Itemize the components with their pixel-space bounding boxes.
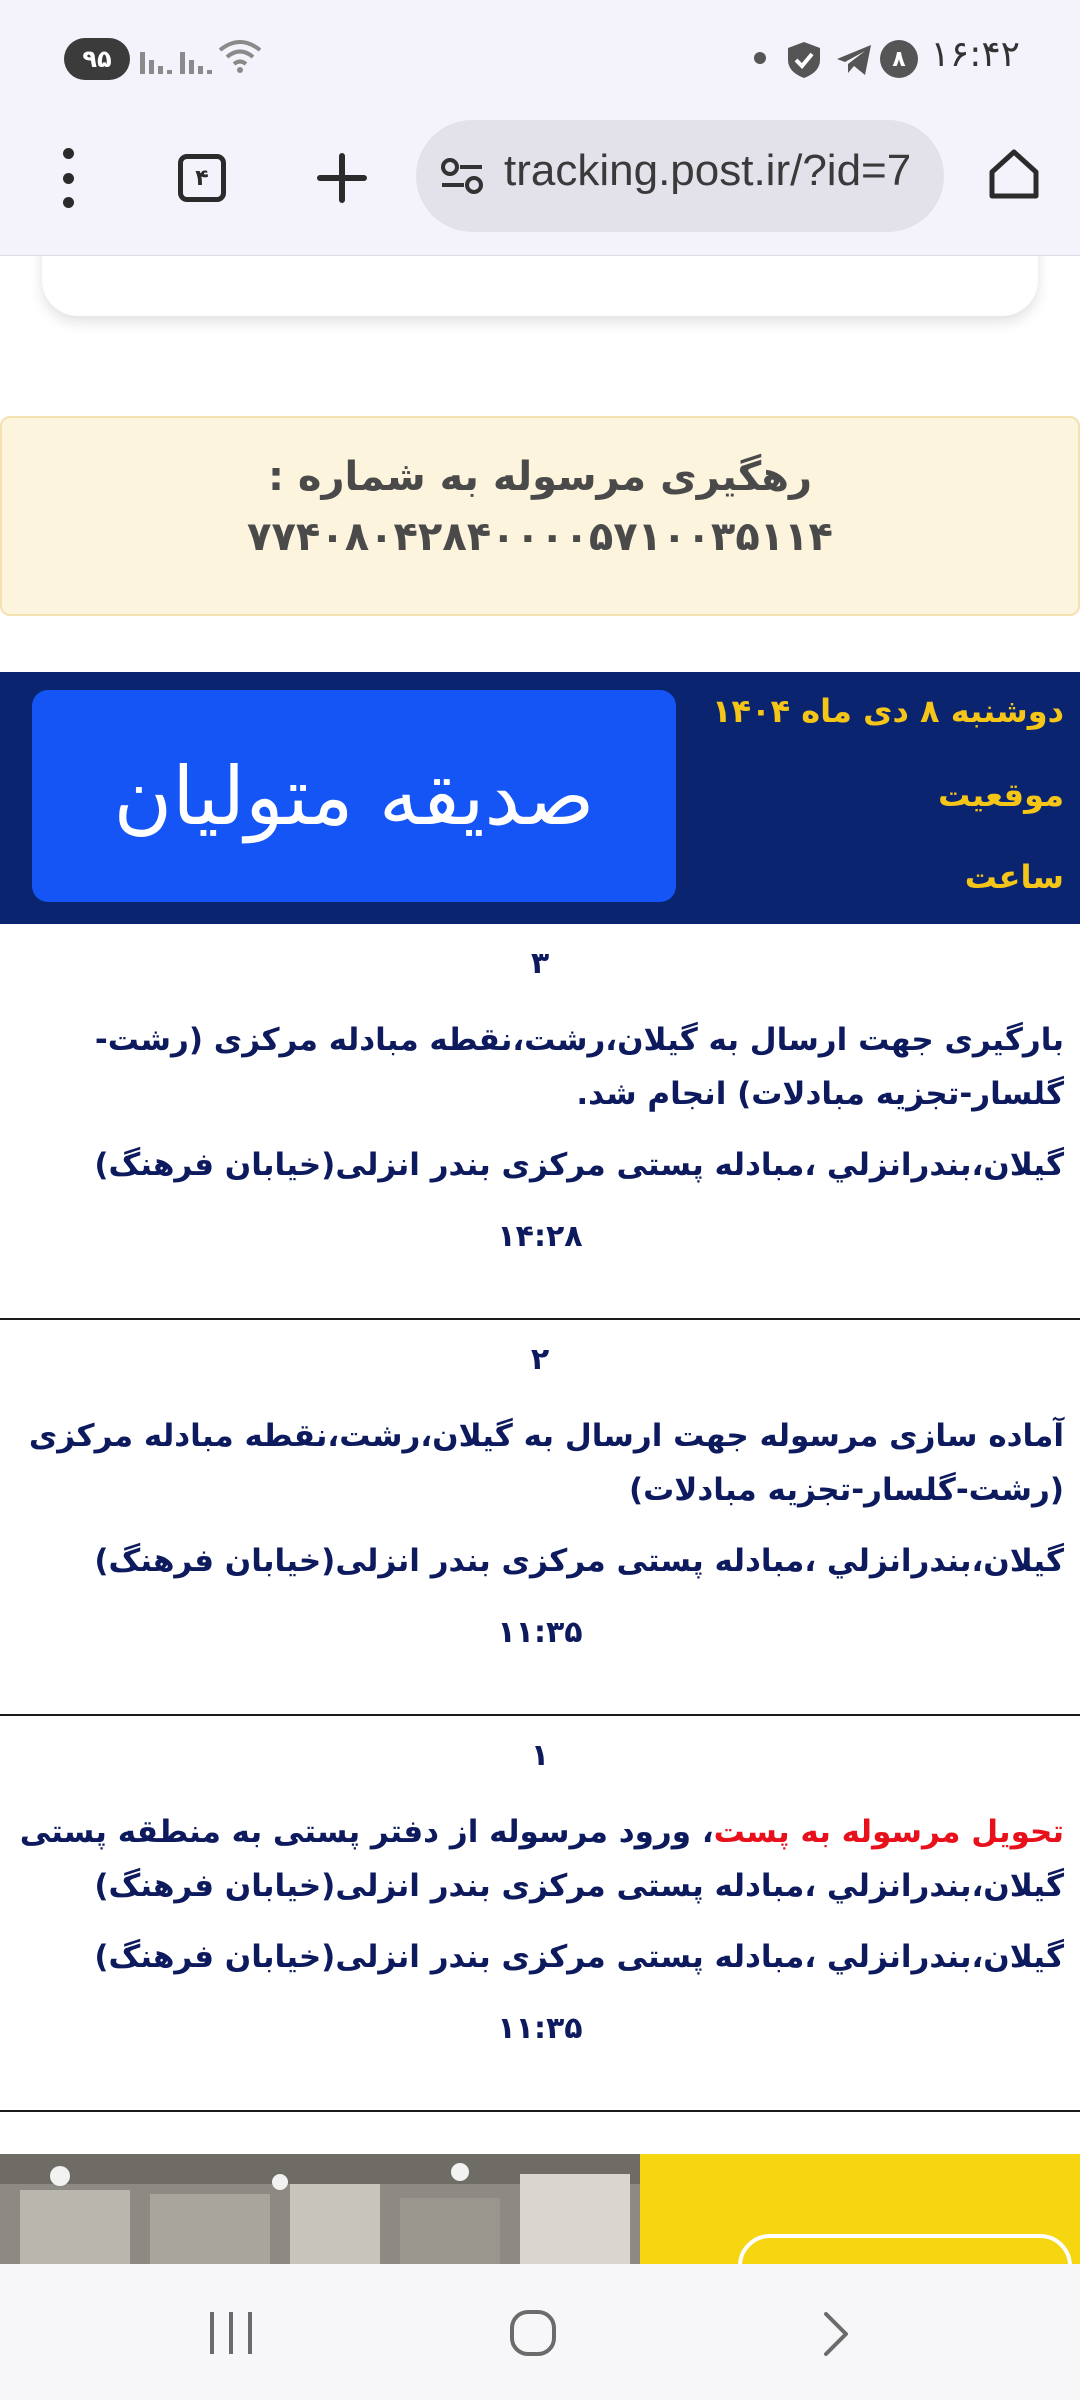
header-date: دوشنبه ۸ دی ماه ۱۴۰۴ [712,692,1064,730]
promo-banner-image[interactable] [0,2154,1080,2264]
event-number: ۲ [530,1342,550,1377]
event-time: ۱۱:۳۵ [497,1615,583,1650]
back-icon[interactable] [818,2310,854,2358]
recipient-name: صديقه متوليان [113,749,595,843]
address-bar[interactable] [416,120,944,232]
event-status-highlight: تحویل مرسوله به پست [713,1814,1064,1850]
status-bar [0,0,1080,116]
tracking-event [0,1716,1080,2112]
home-icon[interactable] [986,146,1042,202]
page-content [0,256,1080,2264]
wifi-icon [218,38,262,74]
header-time-label: ساعت [964,858,1064,896]
event-description-text: ، ورود مرسوله از دفتر پستی به منطقه پستی گيلان،بندرانزلي ،مبادله پستی مرکزی بندر انزلی(خیابان فرهنگ) [19,1814,1064,1904]
tracking-event [0,1320,1080,1716]
warehouse-photo-icon [0,2154,1080,2264]
top-card [42,256,1038,316]
notification-dot-icon [754,52,766,64]
signal-icon [140,44,172,74]
event-description [0,1805,1080,1913]
event-description: بارگیری جهت ارسال به گیلان،رشت،نقطه مبادله مرکزی (رشت-گلسار-تجزیه مبادلات) انجام شد. [94,1022,1064,1112]
event-number: ۳ [530,946,550,981]
event-location: گيلان،بندرانزلي ،مبادله پستی مرکزی بندر انزلی(خیابان فرهنگ) [94,1543,1064,1579]
check-shield-icon [784,40,824,80]
header-location-label: موقعیت [938,776,1064,814]
menu-dots-icon[interactable] [58,148,78,208]
tab-switcher-button[interactable]: ۴ [178,154,226,202]
recent-apps-icon[interactable] [206,2310,256,2356]
site-settings-icon[interactable] [440,156,484,196]
new-tab-icon[interactable] [316,152,368,204]
telegram-icon [834,40,874,80]
system-nav-bar [0,2264,1080,2400]
event-description: آماده سازی مرسوله جهت ارسال به گیلان،رشت،نقطه مبادله مرکزی (رشت-گلسار-تجزیه مبادلات) [28,1418,1064,1508]
home-circle-icon[interactable] [508,2308,558,2358]
tracking-box [0,416,1080,616]
event-location: گيلان،بندرانزلي ،مبادله پستی مرکزی بندر انزلی(خیابان فرهنگ) [94,1147,1064,1183]
recipient-name-box [32,690,676,902]
event-time: ۱۱:۳۵ [497,2011,583,2046]
battery-indicator: ۹۵ [64,38,130,80]
tracking-number: ۷۷۴۰۸۰۴۲۸۴۰۰۰۰۵۷۱۰۰۳۵۱۱۴ [247,514,833,560]
event-time: ۱۴:۲۸ [497,1219,583,1254]
event-number: ۱ [530,1738,550,1773]
status-time: ۱۶:۴۲ [930,34,1020,75]
browser-toolbar [0,116,1080,256]
tracking-title: رهگیری مرسوله به شماره : [267,454,813,500]
tracking-event [0,924,1080,1320]
signal-icon [180,44,212,74]
tracking-header-band [0,672,1080,924]
notification-badge: ۸ [880,40,918,78]
url-text[interactable]: tracking.post.ir/?id=7 [504,146,912,195]
event-location: گيلان،بندرانزلي ،مبادله پستی مرکزی بندر انزلی(خیابان فرهنگ) [94,1939,1064,1975]
